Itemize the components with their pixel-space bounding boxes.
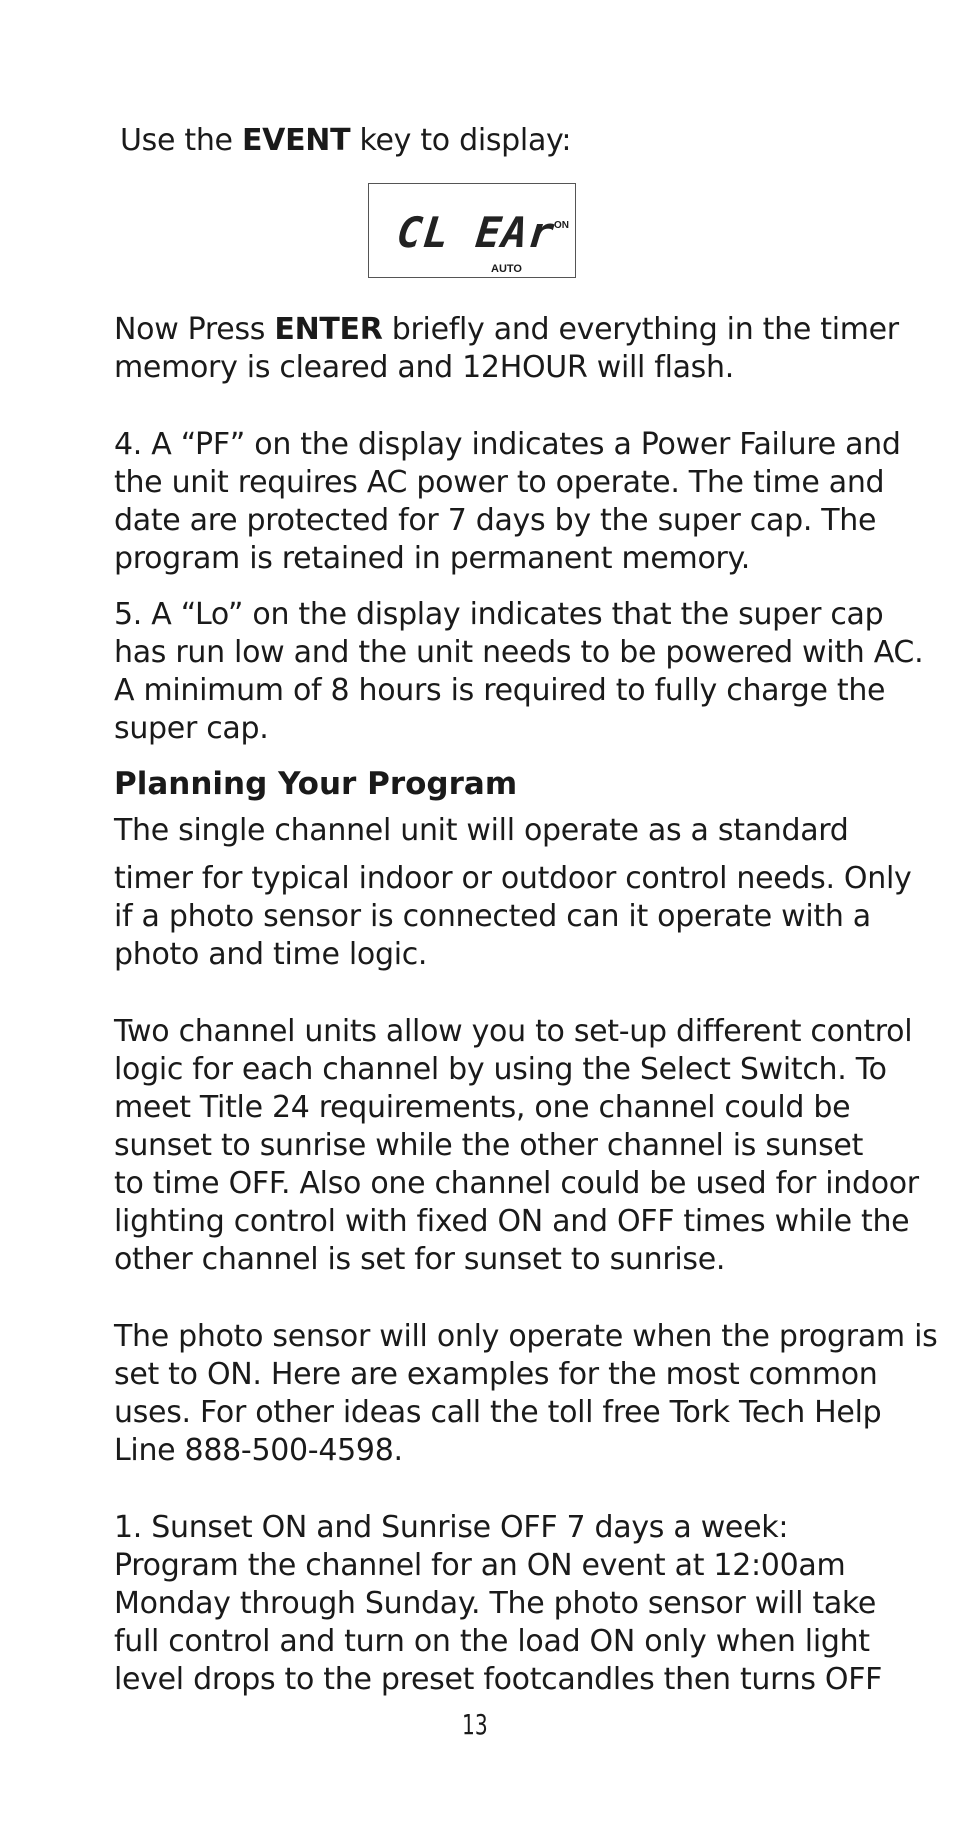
- planning-para3-line: The photo sensor will only operate when the program is: [114, 1319, 938, 1354]
- planning-para3-line: set to ON. Here are examples for the most common: [114, 1357, 878, 1392]
- example1-line: level drops to the preset footcandles then turns OFF: [114, 1662, 883, 1697]
- para5-line: A minimum of 8 hours is required to fully charge the: [114, 673, 886, 708]
- planning-para2-line: other channel is set for sunset to sunrise.: [114, 1242, 726, 1277]
- lcd-auto-indicator: AUTO: [491, 263, 522, 275]
- para4-line: program is retained in permanent memory.: [114, 541, 750, 576]
- planning-para2-line: meet Title 24 requirements, one channel could be: [114, 1090, 851, 1125]
- para5-line: super cap.: [114, 711, 269, 746]
- planning-para1-line: timer for typical indoor or outdoor control needs. Only: [114, 861, 912, 896]
- lcd-display-illustration: [368, 183, 576, 278]
- planning-para1-line: photo and time logic.: [114, 937, 428, 972]
- enter-prefix: Now Press: [114, 312, 275, 347]
- example1-line: Program the channel for an ON event at 12:00am: [114, 1548, 846, 1583]
- enter-instruction-line-1: [114, 311, 899, 349]
- page-number: 13: [462, 1708, 488, 1741]
- intro-suffix: key to display:: [350, 123, 572, 158]
- enter-key-label: ENTER: [274, 312, 383, 347]
- para5-line: has run low and the unit needs to be powered with AC.: [114, 635, 924, 670]
- planning-para2-line: lighting control with fixed ON and OFF times while the: [114, 1204, 910, 1239]
- intro-prefix: Use the: [120, 123, 242, 158]
- enter-suffix: briefly and everything in the timer: [382, 312, 899, 347]
- planning-para3-line: Line 888-500-4598.: [114, 1433, 403, 1468]
- planning-para2-line: Two channel units allow you to set-up different control: [114, 1014, 913, 1049]
- example1-line: full control and turn on the load ON only when light: [114, 1624, 870, 1659]
- planning-para2-line: logic for each channel by using the Select Switch. To: [114, 1052, 887, 1087]
- section-heading: Planning Your Program: [114, 766, 518, 802]
- para5-line: 5. A “Lo” on the display indicates that the super cap: [114, 597, 884, 632]
- event-key-instruction: [120, 122, 571, 160]
- lcd-on-indicator: ON: [554, 220, 569, 231]
- planning-para2-line: to time OFF. Also one channel could be used for indoor: [114, 1166, 919, 1201]
- planning-para3-line: uses. For other ideas call the toll free Tork Tech Help: [114, 1395, 882, 1430]
- event-key-label: EVENT: [241, 123, 351, 158]
- planning-para2-line: sunset to sunrise while the other channel is sunset: [114, 1128, 864, 1163]
- enter-instruction-line-2: memory is cleared and 12HOUR will flash.: [114, 350, 734, 385]
- example1-line: Monday through Sunday. The photo sensor will take: [114, 1586, 877, 1621]
- planning-para1-line: if a photo sensor is connected can it operate with a: [114, 899, 871, 934]
- lcd-clear-text: CL EAr: [394, 208, 558, 257]
- para4-line: 4. A “PF” on the display indicates a Power Failure and: [114, 427, 901, 462]
- planning-para1-line: The single channel unit will operate as a standard: [114, 813, 849, 848]
- para4-line: the unit requires AC power to operate. The time and: [114, 465, 885, 500]
- example1-line: 1. Sunset ON and Sunrise OFF 7 days a week:: [114, 1510, 789, 1545]
- para4-line: date are protected for 7 days by the super cap. The: [114, 503, 877, 538]
